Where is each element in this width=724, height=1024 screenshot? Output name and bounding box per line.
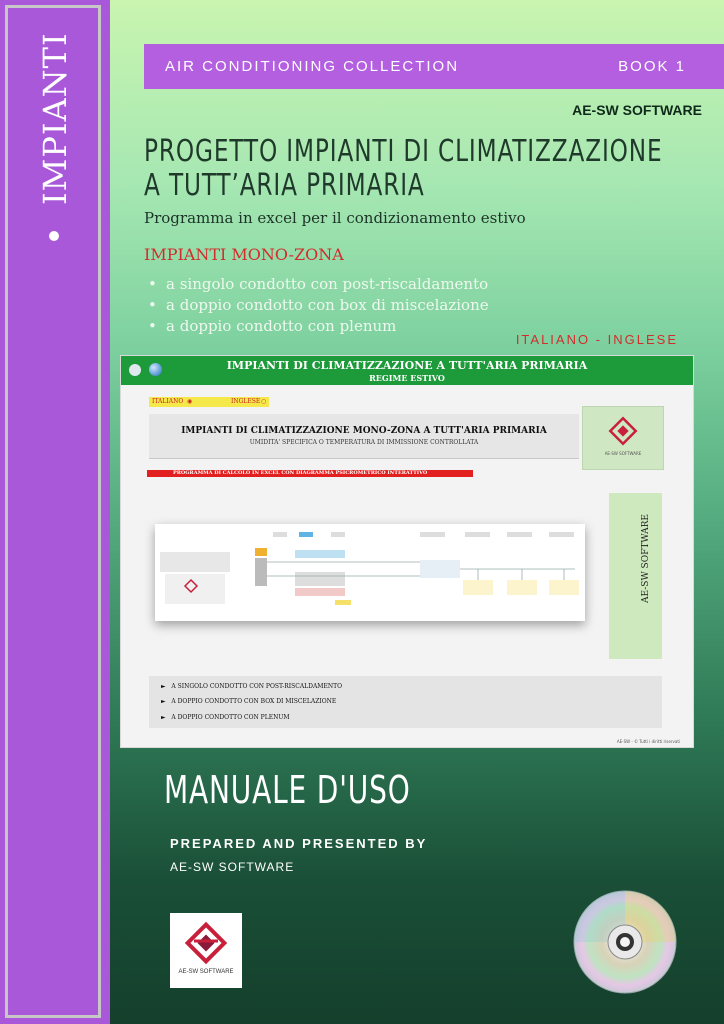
red-banner: PROGRAMMA DI CALCOLO IN EXCEL CON DIAGRAMMA PSICROMETRICO INTERATTIVO <box>147 470 473 477</box>
info-box <box>149 414 579 459</box>
screenshot-title: IMPIANTI DI CLIMATIZZAZIONE A TUTT'ARIA PRIMARIA <box>226 359 588 372</box>
brand-name: AE-SW SOFTWARE <box>572 102 702 118</box>
lang-en: INGLESE <box>231 398 261 405</box>
hvac-diagram <box>155 524 585 621</box>
copyright: AE-SW - © Tutti i diritti riservati <box>616 739 680 744</box>
screenshot-menu <box>149 676 662 728</box>
ae-sw-logo-icon <box>582 406 664 470</box>
list-item: • a doppio condotto con plenum <box>148 317 397 335</box>
collection-banner <box>144 44 724 89</box>
collection-label: AIR CONDITIONING COLLECTION <box>165 58 460 75</box>
language-selector <box>149 397 269 407</box>
lang-it: ITALIANO <box>152 398 184 405</box>
list-item: • a doppio condotto con box di miscelazione <box>148 296 489 314</box>
ae-sw-logo-icon <box>170 913 242 988</box>
feature-list <box>148 274 489 337</box>
bullet-dot <box>49 231 59 241</box>
sidebar <box>0 0 110 1024</box>
author-name: AE-SW SOFTWARE <box>170 860 295 874</box>
info-title: IMPIANTI DI CLIMATIZZAZIONE MONO-ZONA A TUTT'ARIA PRIMARIA <box>181 426 547 436</box>
info-subtitle: UMIDITA' SPECIFICA O TEMPERATURA DI IMMISSIONE CONTROLLATA <box>249 439 479 446</box>
page-title <box>144 135 663 203</box>
menu-item: ► A SINGOLO CONDOTTO CON POST-RISCALDAMENTO <box>161 683 343 690</box>
screenshot-subtitle: REGIME ESTIVO <box>369 373 445 383</box>
manual-title: MANUALE D'USO <box>164 768 411 812</box>
vertical-title: IMPIANTI <box>36 32 74 205</box>
logo-caption: AE-SW SOFTWARE <box>178 969 234 975</box>
cd-disc-icon <box>572 889 678 995</box>
languages-label: ITALIANO - INGLESE <box>515 332 678 347</box>
program-screenshot <box>120 355 694 748</box>
section-heading: IMPIANTI MONO-ZONA <box>144 245 344 264</box>
vertical-tag: AE-SW SOFTWARE <box>609 493 662 659</box>
logo-caption: AE-SW SOFTWARE <box>604 451 642 456</box>
title-line-2: A TUTT’ARIA PRIMARIA <box>144 168 425 203</box>
screenshot-header <box>121 356 693 385</box>
menu-item: ► A DOPPIO CONDOTTO CON BOX DI MISCELAZIONE <box>161 698 337 705</box>
prepared-by: PREPARED AND PRESENTED BY <box>170 836 428 851</box>
book-label: BOOK 1 <box>618 58 686 75</box>
radio-icon: ◉ <box>187 398 193 405</box>
title-line-1: PROGETTO IMPIANTI DI CLIMATIZZAZIONE <box>144 134 663 169</box>
radio-icon: ○ <box>261 398 267 405</box>
menu-item: ► A DOPPIO CONDOTTO CON PLENUM <box>161 714 290 721</box>
list-item: • a singolo condotto con post-riscaldamento <box>148 275 489 293</box>
subtitle: Programma in excel per il condizionamento estivo <box>144 209 526 227</box>
